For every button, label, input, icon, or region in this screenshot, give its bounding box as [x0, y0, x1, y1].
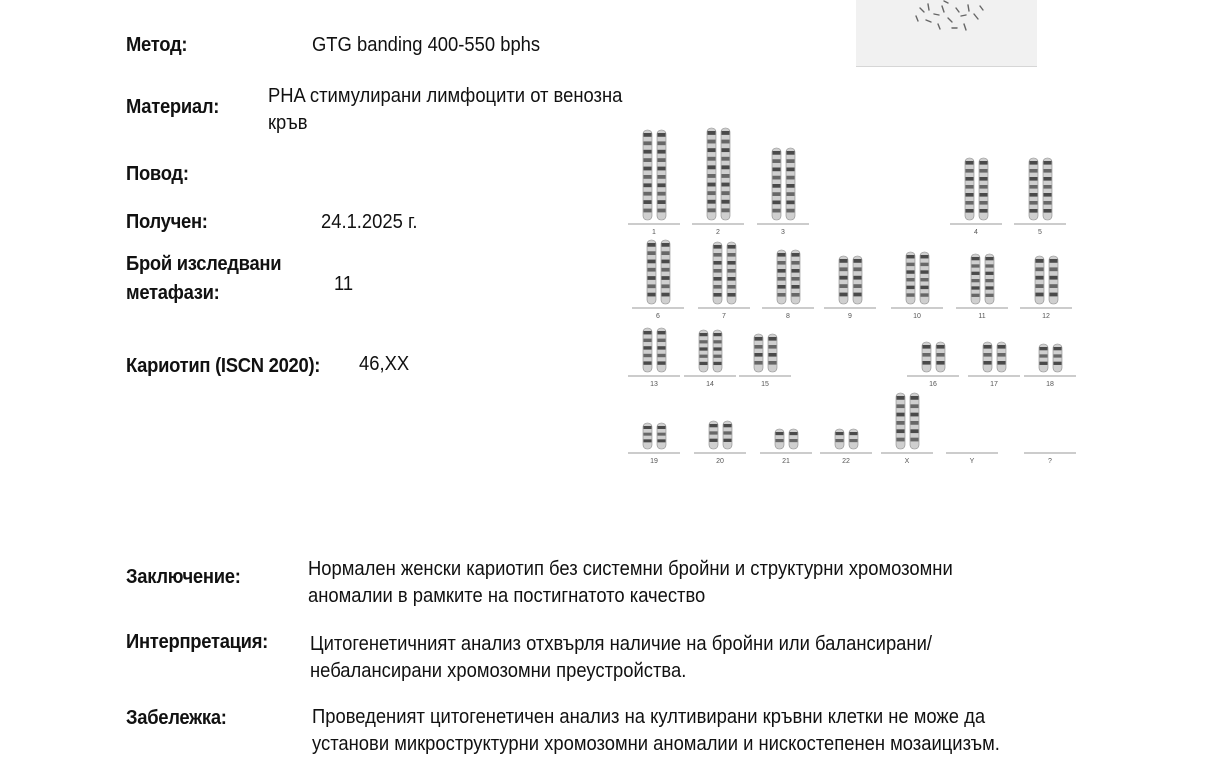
note-label: Забележка:	[126, 707, 227, 729]
chromosome-number-label: ?	[1048, 458, 1052, 465]
chromosome-number-label: 16	[929, 381, 937, 388]
chromosome-pair-12	[1020, 256, 1072, 320]
received-value: 24.1.2025 г.	[321, 211, 418, 233]
conclusion-line1: Нормален женски кариотип без системни бройни и структурни хромозомни	[308, 558, 953, 580]
chromosome-pair-x	[881, 393, 933, 465]
karyotype-value: 46,XX	[359, 353, 410, 375]
chromosome-number-label: 9	[848, 313, 852, 320]
note-line2: установи микроструктурни хромозомни аномалии и нискостепенен мозаицизъм.	[312, 733, 1000, 755]
chromosome-pair-1	[628, 130, 680, 236]
received-label: Получен:	[126, 211, 208, 233]
chromosome-pair-19	[628, 423, 680, 465]
chromosome-number-label: 13	[650, 381, 658, 388]
chromosome-pair-17	[968, 342, 1020, 388]
chromosome-number-label: 14	[706, 381, 714, 388]
method-label: Метод:	[126, 34, 188, 56]
chromosome-pair-15	[739, 334, 791, 388]
material-value-line2: кръв	[268, 112, 308, 134]
chromosome-pair-unknown	[1024, 453, 1076, 465]
chromosome-pair-13	[628, 328, 680, 388]
metaphases-label-line2: метафази:	[126, 282, 220, 304]
material-value-line1: PHA стимулирани лимфоцити от венозна	[268, 85, 623, 107]
material-label: Материал:	[126, 96, 220, 118]
reason-label: Повод:	[126, 163, 189, 185]
karyogram-image	[620, 118, 1080, 470]
metaphases-label-line1: Брой изследвани	[126, 253, 282, 275]
chromosome-pair-4	[950, 158, 1002, 236]
chromosome-number-label: 6	[656, 313, 660, 320]
metaphase-image	[856, 0, 1037, 67]
chromosome-pair-3	[757, 148, 809, 236]
chromosome-number-label: 20	[716, 458, 724, 465]
chromosome-pair-21	[760, 429, 812, 465]
chromosome-pair-14	[684, 330, 736, 388]
karyotype-label: Кариотип (ISCN 2020):	[126, 355, 321, 377]
chromosome-pair-2	[692, 128, 744, 236]
chromosome-pair-8	[762, 250, 814, 320]
interpretation-label: Интерпретация:	[126, 631, 269, 653]
karyogram-svg	[620, 118, 1080, 470]
chromosome-pair-20	[694, 421, 746, 465]
chromosome-number-label: 3	[781, 229, 785, 236]
chromosome-number-label: 8	[786, 313, 790, 320]
chromosome-pair-7	[698, 242, 750, 320]
chromosome-pair-18	[1024, 344, 1076, 388]
chromosome-number-label: Y	[969, 458, 975, 465]
chromosome-number-label: 1	[652, 229, 656, 236]
chromosome-number-label: 15	[761, 381, 769, 388]
conclusion-label: Заключение:	[126, 566, 241, 588]
note-line1: Проведеният цитогенетичен анализ на култивирани кръвни клетки не може да	[312, 706, 986, 728]
chromosome-number-label: X	[904, 458, 910, 465]
chromosome-number-label: 21	[782, 458, 790, 465]
chromosome-pair-16	[907, 342, 959, 388]
chromosome-pair-5	[1014, 158, 1066, 236]
method-value: GTG banding 400-550 bphs	[312, 34, 541, 56]
chromosome-pair-10	[891, 252, 943, 320]
chromosome-number-label: 12	[1042, 313, 1050, 320]
conclusion-line2: аномалии в рамките на постигнатото качество	[308, 585, 706, 607]
chromosome-number-label: 11	[978, 313, 986, 320]
chromosome-number-label: 18	[1046, 381, 1054, 388]
chromosome-pair-22	[820, 429, 872, 465]
chromosome-pair-y	[946, 453, 998, 465]
chromosome-number-label: 17	[990, 381, 998, 388]
chromosome-pair-9	[824, 256, 876, 320]
chromosome-number-label: 2	[716, 229, 720, 236]
chromosome-number-label: 5	[1038, 229, 1042, 236]
chromosome-number-label: 4	[974, 229, 978, 236]
interpretation-line1: Цитогенетичният анализ отхвърля наличие на бройни или балансирани/	[310, 633, 932, 655]
chromosome-number-label: 7	[722, 313, 726, 320]
metaphases-value: 11	[334, 273, 354, 295]
chromosome-number-label: 19	[650, 458, 658, 465]
chromosome-number-label: 10	[913, 313, 921, 320]
chromosome-pair-11	[956, 254, 1008, 320]
chromosome-pair-6	[632, 240, 684, 320]
chromosome-number-label: 22	[842, 458, 850, 465]
interpretation-line2: небалансирани хромозомни преустройства.	[310, 660, 687, 682]
